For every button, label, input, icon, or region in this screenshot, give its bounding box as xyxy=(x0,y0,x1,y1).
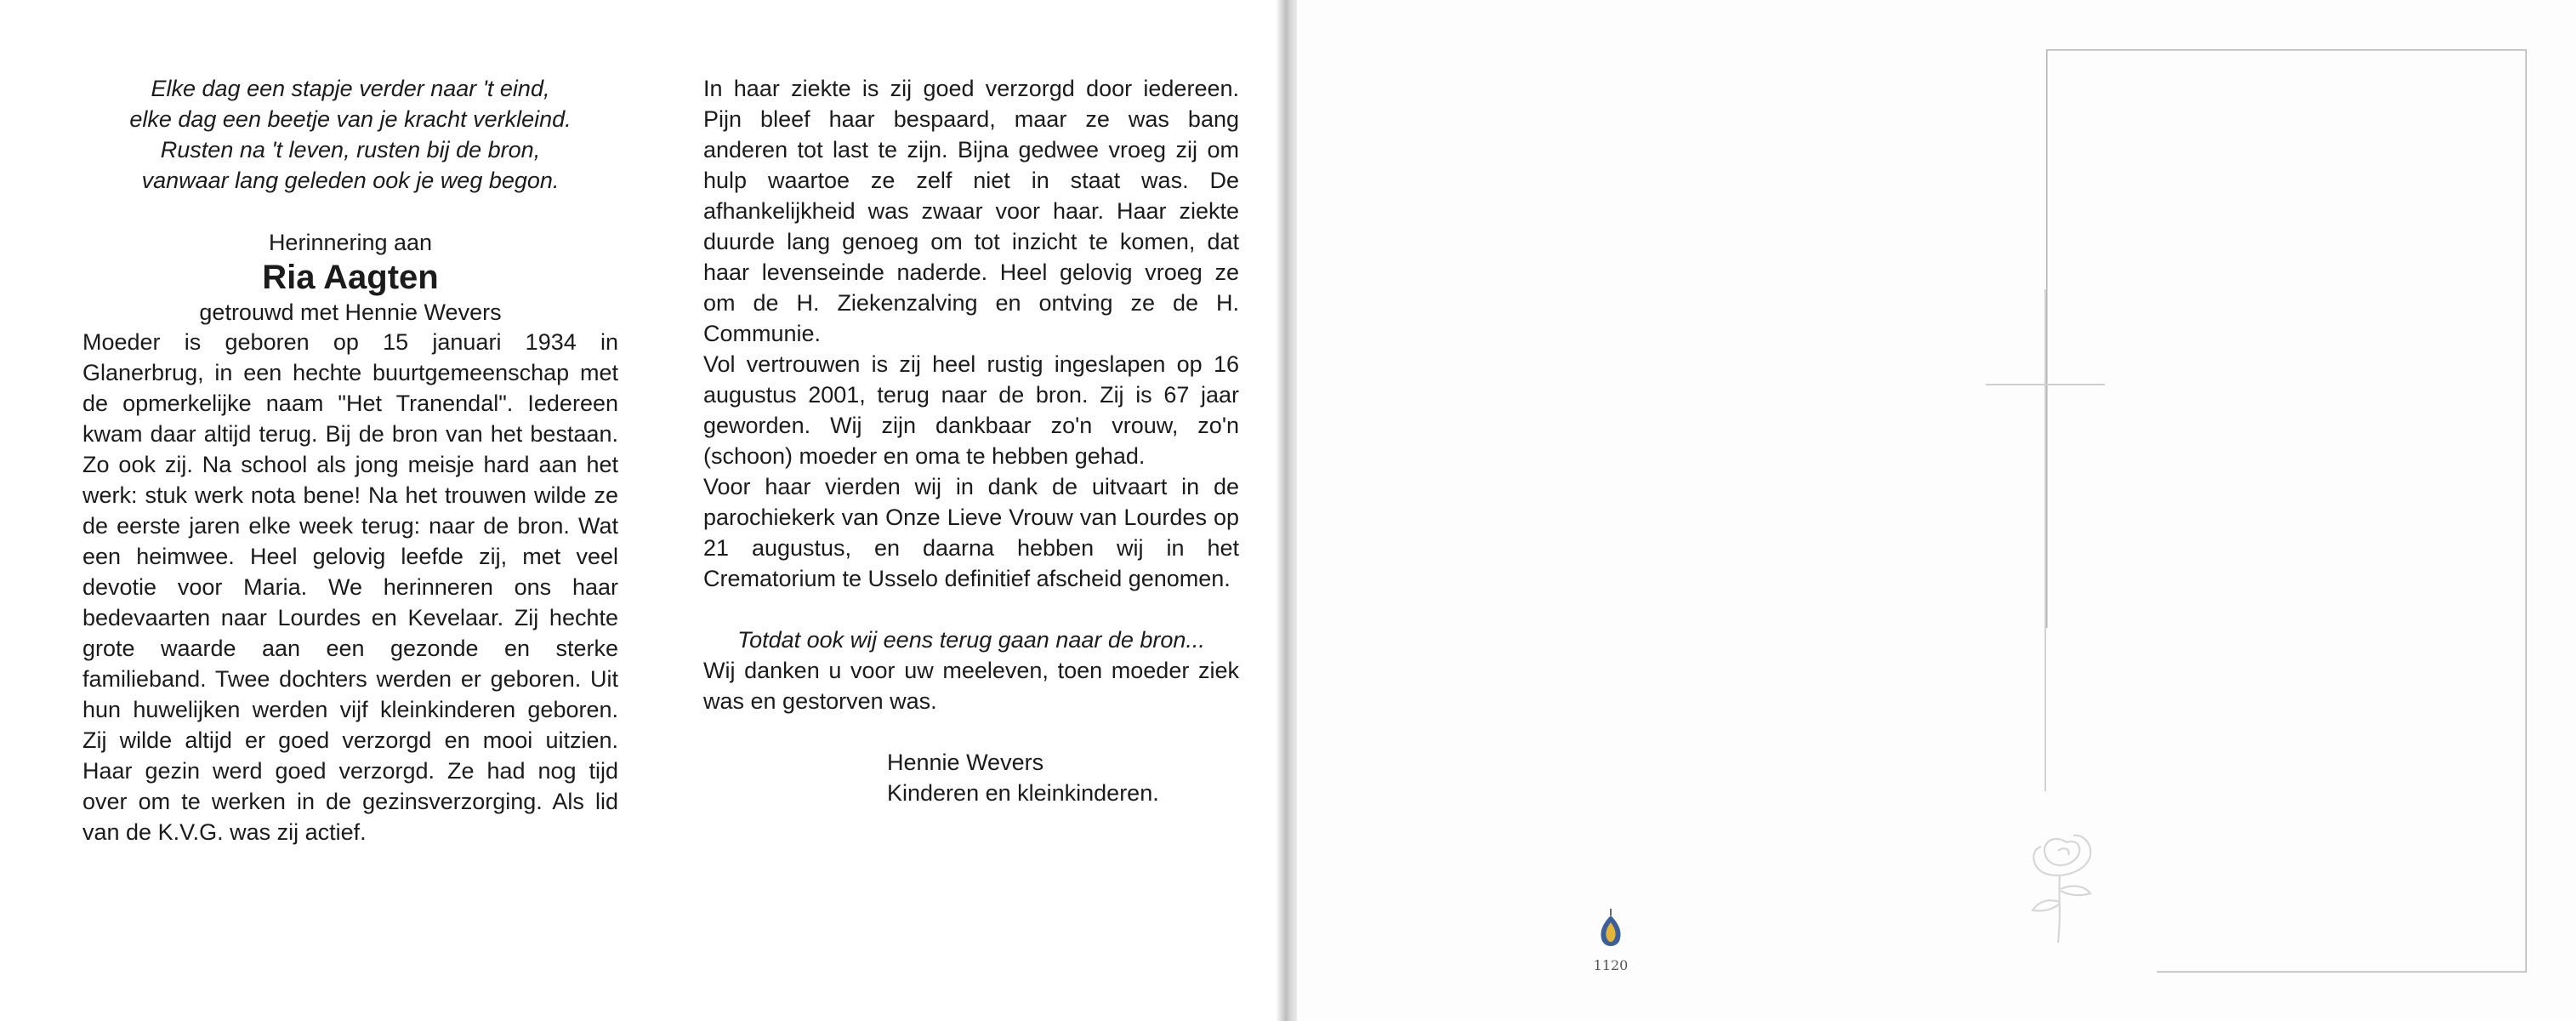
left-column xyxy=(82,73,618,847)
poem-line: Elke dag een stapje verder naar 't eind, xyxy=(151,76,550,101)
heading xyxy=(82,228,618,327)
signature xyxy=(887,747,1239,808)
paragraph-illness: In haar ziekte is zij goed verzorgd door iedereen. Pijn bleef haar bespaard, maar ze was bang anderen tot last te zijn. Bijna gedwee vroeg zij om hulp waartoe ze zelf niet in staat was. De afhankelijkheid was zwaar voor haar. Haar ziekte duurde lang genoeg om tot inzicht te komen, dat haar levenseinde naderde. Heel gelovig vroeg ze om de H. Ziekenzalving en ontving ze de H. Communie. xyxy=(703,76,1239,346)
printer-logo-icon xyxy=(1594,909,1628,953)
printer-code: 1120 xyxy=(1593,957,1629,973)
paragraph-passing: Vol vertrouwen is zij heel rustig ingeslapen op 16 augustus 2001, terug naar de bron. Zij is 67 jaar geworden. Wij zijn dankbaar zo'n vrouw, zo'n (schoon) moeder en oma te hebben gehad. xyxy=(703,351,1239,469)
card-inside-left xyxy=(0,0,1280,1021)
poem xyxy=(82,73,618,196)
thanks-text: Wij danken u voor uw meeleven, toen moeder ziek was en gestorven was. xyxy=(703,658,1239,714)
paragraph-funeral: Voor haar vierden wij in dank de uitvaart in de parochiekerk van Onze Lieve Vrouw van Lourdes op 21 augustus, en daarna hebben wij in het Crematorium te Usselo definitief afscheid genomen. xyxy=(703,474,1239,591)
biography: Moeder is geboren op 15 januari 1934 in Glanerbrug, in een hechte buurtgemeenschap met de opmerkelijke naam "Het Tranendal". Iedereen kwam daar altijd terug. Bij de bron van het bestaan. Zo ook zij. Na school als jong meisje hard aan het werk: stuk werk nota bene! Na het trouwen wilde ze de eerste jaren elke week terug: naar de bron. Wat een heimwee. Heel gelovig leefde zij, met veel devotie voor Maria. We herinneren ons haar bedevaarten naar Lourdes en Kevelaar. Zij hechte grote waarde aan een gezonde en sterke familieband. Twee dochters werden er geboren. Uit hun huwelijken werden vijf kleinkinderen geboren. Zij wilde altijd er goed verzorgd en mooi uitzien. Haar gezin werd goed verzorgd. Ze had nog tijd over om te werken in de gezinsverzorging. Als lid van de K.V.G. was zij actief. xyxy=(82,329,618,845)
poem-line: vanwaar lang geleden ook je weg begon. xyxy=(141,168,560,193)
signature-line: Kinderen en kleinkinderen. xyxy=(887,780,1159,806)
closing-quote: Totdat ook wij eens terug gaan naar de bron... xyxy=(737,627,1205,653)
poem-line: elke dag een beetje van je kracht verkleind. xyxy=(129,106,571,132)
rose-icon xyxy=(2007,808,2126,944)
heading-intro: Herinnering aan xyxy=(268,230,433,255)
signature-line: Hennie Wevers xyxy=(887,750,1044,775)
poem-line: Rusten na 't leven, rusten bij de bron, xyxy=(160,137,541,163)
right-column xyxy=(703,73,1239,808)
deceased-name: Ria Aagten xyxy=(262,259,439,296)
spouse-line: getrouwd met Hennie Wevers xyxy=(199,299,502,325)
